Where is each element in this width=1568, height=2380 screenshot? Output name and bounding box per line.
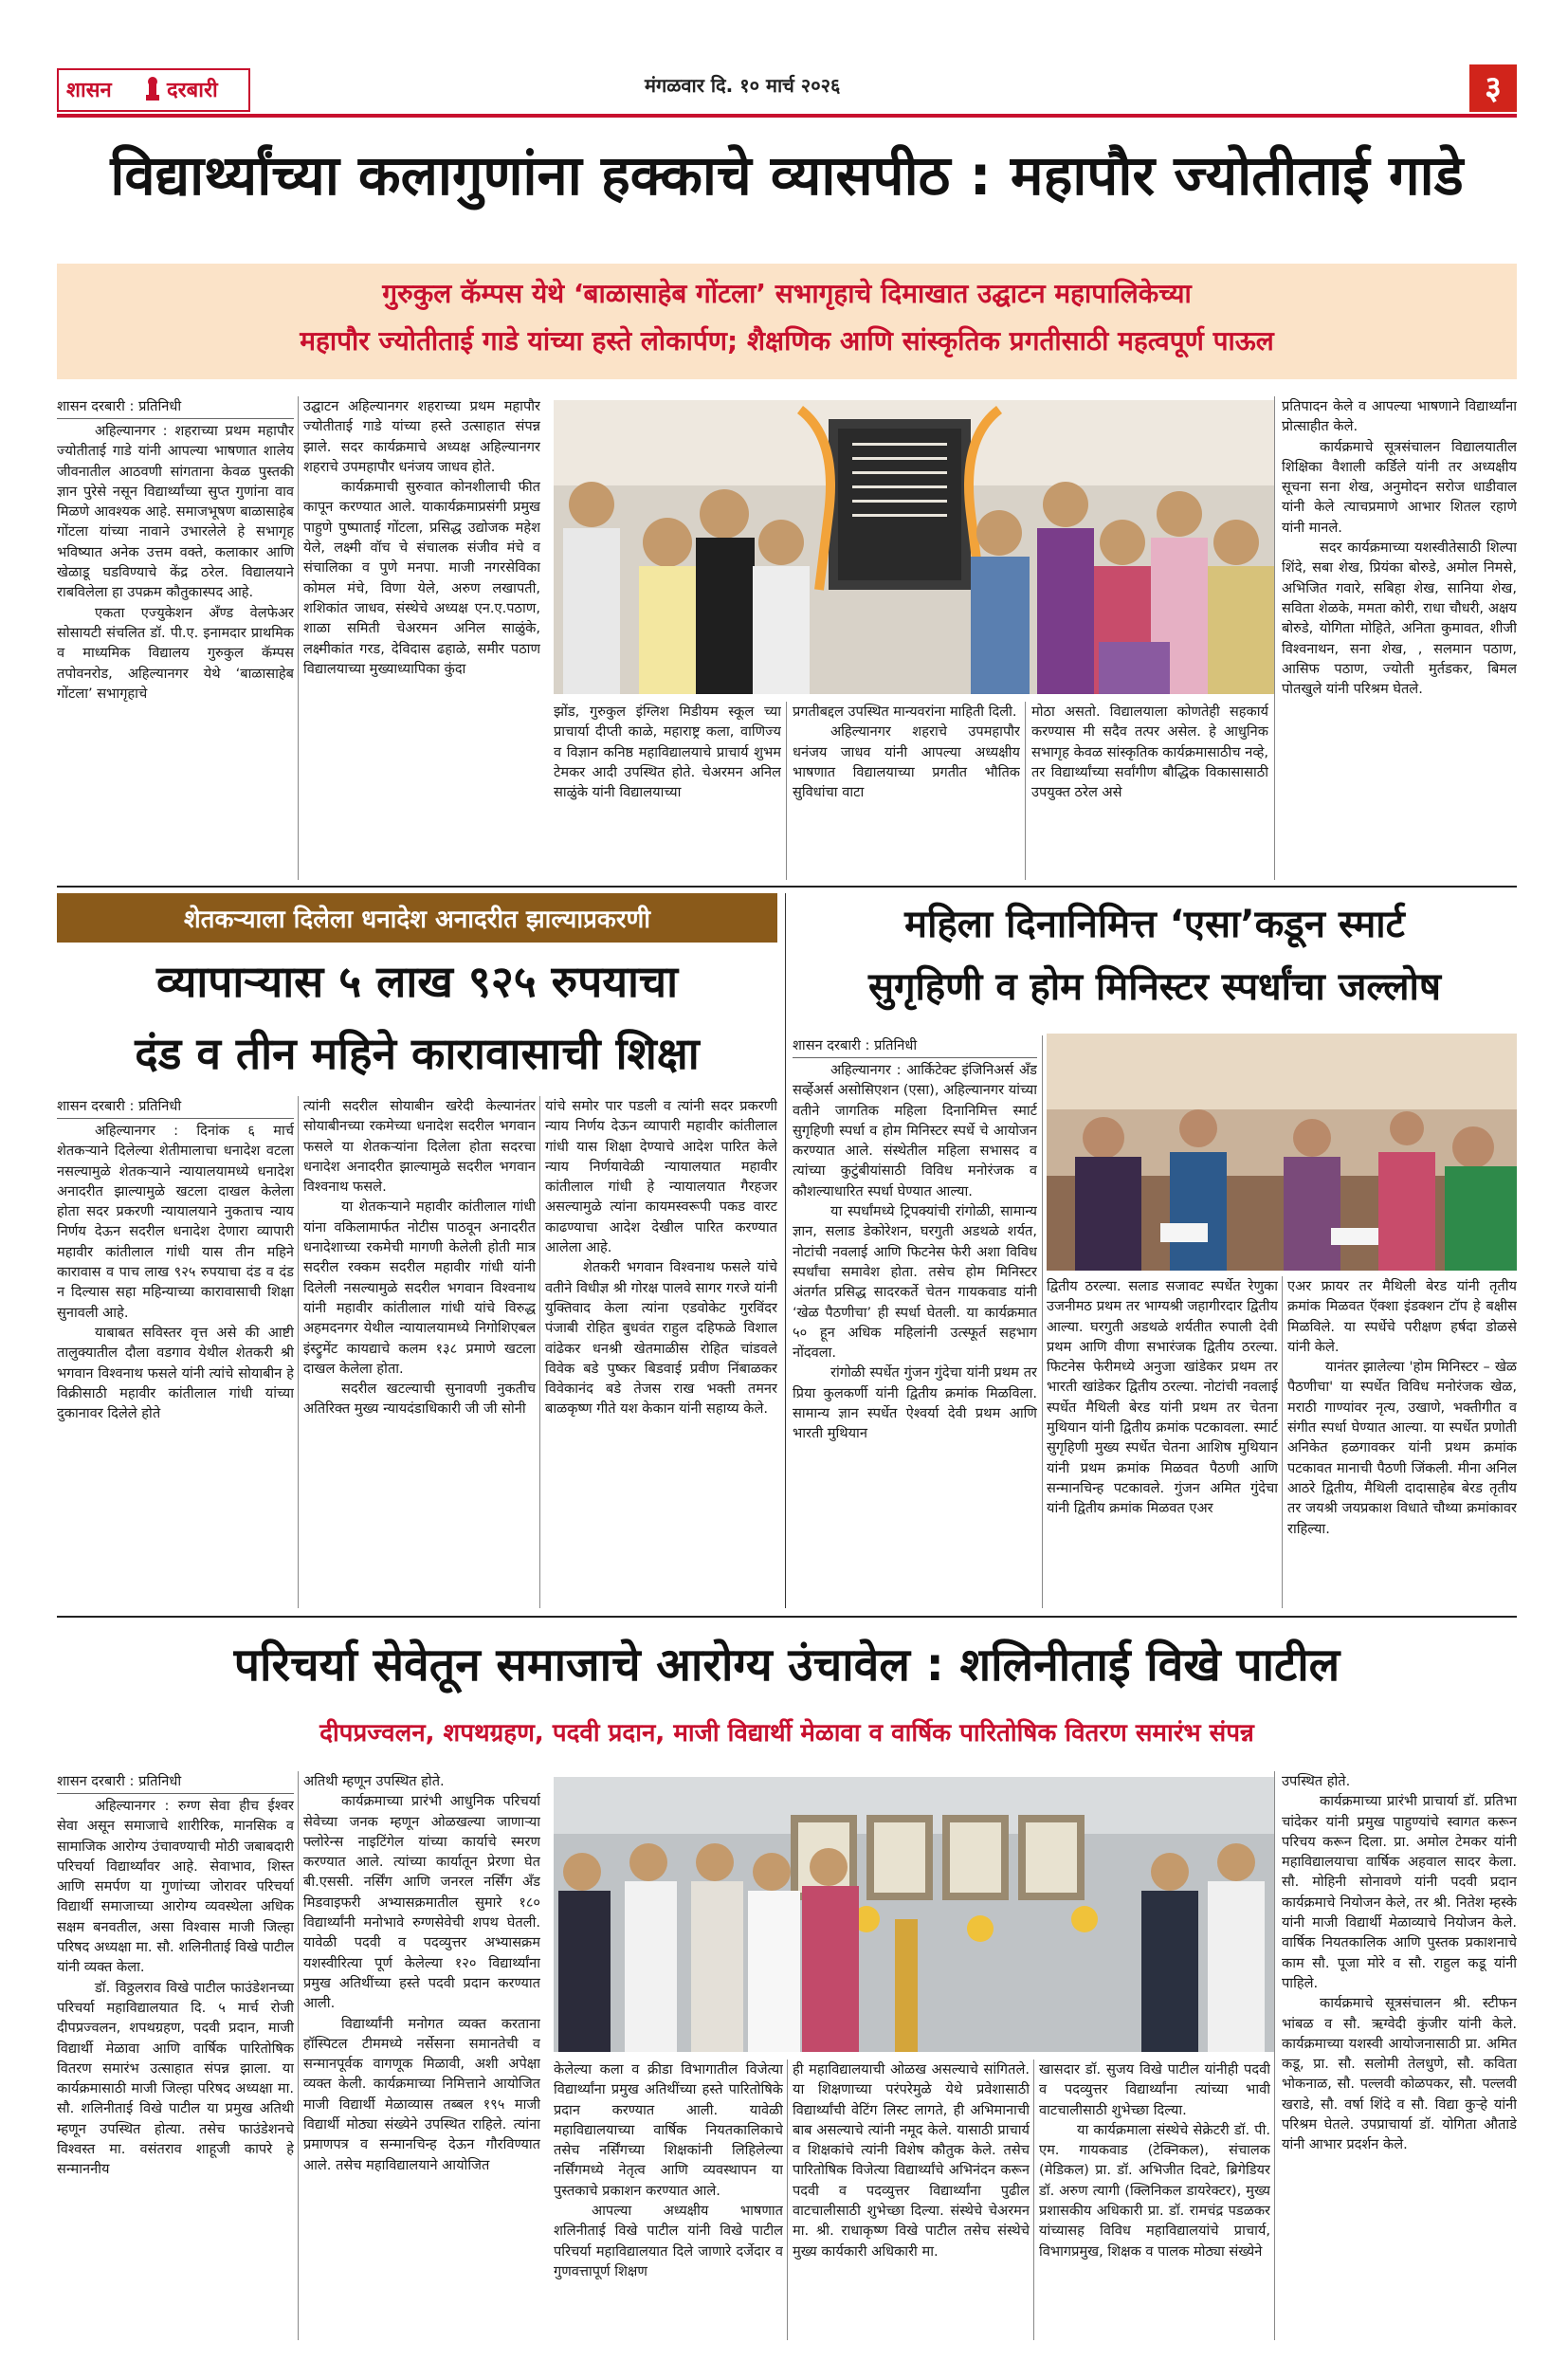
story3-col1-p2: या स्पर्धांमध्ये ट्रिपक्यांची रांगोळी, सामान्य ज्ञान, सलाड डेकोरेशन, घरगुती अडथळे शर्यत, नोटांची नवलाई आणि फिटनेस फेरी अशा विविध स्पर्धांचा समावेश होता. तसेच होम मिनिस्टर अंतर्गत प्रसिद्ध सादरकर्ते चेतन गायकवाड यांनी ‘खेळ पैठणीचा’ ही स्पर्धा घेतली. या कार्यक्रमात ५० हून अधिक महिलांनी उत्स्फूर्त सहभाग नोंदवला. — [793, 1203, 1037, 1362]
story4-byline: शासन दरबारी : प्रतिनिधी — [57, 1771, 294, 1794]
story4-col4-p1: ही महाविद्यालयाची ओळख असल्याचे सांगितले. या शिक्षणाच्या परंपरेमुळे येथे प्रवेशासाठी विद्यार्थ्यांची वेटिंग लिस्ट लागते, ही अभिमानाची बाब असल्याचे त्यांनी नमूद केले. यासाठी प्राचार्य व शिक्षकांचे त्यांनी विशेष कौतुक केले. तसेच पारितोषिक विजेत्या विद्यार्थ्यांचे अभिनंदन करून पदवी व पदव्युत्तर विद्यार्थ्यांना पुढील वाटचालीसाठी शुभेच्छा दिल्या. संस्थेचे चेअरमन मा. श्री. राधाकृष्ण विखे पाटील तसेच संस्थेचे मुख्य कार्यकारी अधिकारी मा. — [793, 2061, 1030, 2260]
story1-col5 — [1031, 702, 1268, 880]
story2-col3-p1: यांचे समोर पार पडली व त्यांनी सदर प्रकरणी न्याय निर्णय देऊन व्यापारी महावीर कांतीलाल गांधी यास शिक्षा देण्याचे आदेश पारित केले न्याय निर्णयावेळी न्यायालयात महावीर कांतीलाल गांधी हे न्यायालयात गैरहजर असल्यामुळे त्यांना कायमस्वरूपी पकड वारट काढण्याचा आदेश देखील पारित करण्यात आलेला आहे. — [545, 1098, 777, 1256]
story3-col3 — [1287, 1276, 1517, 1608]
story2-col1 — [57, 1096, 294, 1608]
story1-deck-line1: गुरुकुल कॅम्पस येथे ‘बाळासाहेब गोंटला’ सभागृहाचे दिमाखात उद्घाटन महापालिकेच्या — [382, 278, 1192, 309]
story1-col3 — [554, 702, 781, 880]
story4-col3-p2: आपल्या अध्यक्षीय भाषणात शलिनीताई विखे पाटील यांनी विखे पाटील परिचर्या महाविद्यालयात दिले जाणारे दर्जेदार व गुणवत्तापूर्ण शिक्षण — [554, 2203, 783, 2279]
story4-col2-p3: विद्यार्थ्यांनी मनोगत व्यक्त करताना हॉस्पिटल टीममध्ये नर्सेसना समानतेची व सन्मानपूर्वक वागणूक मिळावी, अशी अपेक्षा व्यक्त केली. कार्यक्रमाच्या निमित्ताने आयोजित माजी विद्यार्थी मेळाव्यास तब्बल १९५ माजी विद्यार्थी मोठ्या संख्येने उपस्थित राहिले. त्यांना प्रमाणपत्र व सन्मानचिन्ह देऊन गौरविण्यात आले. तसेच महाविद्यालयाने आयोजित — [303, 2015, 540, 2173]
story3-headline2: सुगृहिणी व होम मिनिस्टर स्पर्धांचा जल्लोष — [867, 965, 1442, 1009]
logo-right-text: दरबारी — [167, 79, 218, 102]
story1-col1-p1: अहिल्यानगर : शहराच्या प्रथम महापौर ज्योतीताई गाडे यांनी आपल्या भाषणात शालेय जीवनातील आठवणी सांगताना केवळ पुस्तकी ज्ञान पुरेसे नसून विद्यार्थ्यांच्या सुप्त गुणांना वाव मिळणे आवश्यक आहे. समाजभूषण बाळासाहेब गोंटला यांच्या नावाने उभारलेले हे सभागृह भविष्यात अनेक उत्तम वक्ते, कलाकार आणि खेळाडू घडविण्याचे केंद्र ठरेल. विद्यालयाने राबविलेला हा उपक्रम कौतुकास्पद आहे. — [57, 423, 294, 601]
story4-col6 — [1282, 1771, 1517, 2340]
section-rule-2 — [57, 1616, 1517, 1618]
story2-col1-p1: अहिल्यानगर : दिनांक ६ मार्च शेतकऱ्याने दिलेल्या शेतीमालाचा धनादेश वटला नसल्यामुळे शेतकऱ्याने न्यायालयामध्ये धनादेश अनादरीत झाल्यामुळे खटला दाखल केलेला होता सदर प्रकरणी न्यायालयाने नुकताच न्याय निर्णय देऊन सदरील धनादेश देणारा व्यापारी महावीर कांतीलाल गांधी यास तीन महिने कारावास व पाच लाख ९२५ रुपयाचा दंड व दंड न दिल्यास सहा महिन्याच्या कारावासाची शिक्षा सुनावली आहे. — [57, 1123, 294, 1321]
story4-col2-p2: कार्यक्रमाच्या प्रारंभी आधुनिक परिचर्या सेवेच्या जनक म्हणून ओळखल्या जाणाऱ्या फ्लोरेन्स नाइटिंगेल यांच्या कार्याचे स्मरण करण्यात आले. त्यांच्या कार्यातून प्रेरणा घेत बी.एससी. नर्सिंग आणि जनरल नर्सिंग अँड मिडवाइफरी अभ्यासक्रमातील सुमारे १८० विद्यार्थ्यांनी मनोभावे रुग्णसेवेची शपथ घेतली. यावेळी पदवी व पदव्युत्तर अभ्यासक्रम यशस्वीरित्या पूर्ण केलेल्या १२० विद्यार्थ्यांना प्रमुख अतिथींच्या हस्ते पदवी प्रदान करण्यात आली. — [303, 1793, 540, 2012]
masthead-logo — [57, 68, 250, 112]
story1-deck — [57, 264, 1517, 379]
story2-col2-p3: सदरील खटल्याची सुनावणी नुकतीच अतिरिक्त मुख्य न्यायदंडाधिकारी जी जी सोनी — [303, 1381, 536, 1418]
story4-headline: परिचर्या सेवेतून समाजाचे आरोग्य उंचावेल : शलिनीताई विखे पाटील — [233, 1639, 1340, 1692]
story1-byline: शासन दरबारी : प्रतिनिधी — [57, 396, 294, 419]
story2-kicker: शेतकऱ्याला दिलेला धनादेश अनादरीत झाल्याप्रकरणी — [183, 906, 651, 934]
story2-col2-p1: त्यांनी सदरील सोयाबीन खरेदी केल्यानंतर सोयाबीनच्या रकमेच्या धनादेश सदरील भगवान फसले या शेतकऱ्यांना दिलेला होता सदरचा धनादेश अनादरीत झाल्यामुळे सदरील भगवान विश्वनाथ फसले. — [303, 1098, 536, 1196]
story4-col3 — [554, 2060, 783, 2340]
story4-photo — [554, 1777, 1274, 2052]
story4-col6-p1: उपस्थित होते. — [1282, 1773, 1351, 1789]
story4-col4 — [793, 2060, 1030, 2340]
story3-col3-p2: यानंतर झालेल्या 'होम मिनिस्टर – खेळ पैठणीचा' या स्पर्धेत विविध मनोरंजक खेळ, मराठी गाण्यांवर नृत्य, उखाणे, भक्तीगीत व संगीत स्पर्धा घेण्यात आल्या. या स्पर्धेत प्रणोती अनिकेत हळगावकर यांनी प्रथम क्रमांक पटकावत मानाची पैठणी जिंकली. मीना अनिल आठरे द्वितीय, मैथिली दादासाहेब बेरड तृतीय तर जयश्री जयप्रकाश विधाते चौथ्या क्रमांकावर राहिल्या. — [1287, 1359, 1517, 1537]
story1-col4-p2: अहिल्यानगर शहराचे उपमहापौर धनंजय जाधव यांनी आपल्या अध्यक्षीय भाषणात विद्यालयाच्या प्रगतीत भौतिक सुविधांचा वाटा — [793, 723, 1020, 801]
story2-col2-p2: या शेतकऱ्याने महावीर कांतीलाल गांधी यांना वकिलामार्फत नोटीस पाठवून अनादरीत धनादेशाच्या रकमेची मागणी केलेली होती मात्र सदरील रक्कम सदरील महावीर गांधी यांनी दिलेली नसल्यामुळे सदरील भगवान विश्वनाथ यांनी महावीर कांतीलाल गांधी यांचे विरुद्ध अहमदनगर येथील न्यायालयामध्ये निगोशिएबल इंस्ट्रुमेंट कायद्याचे कलम १३८ प्रमाणे खटला दाखल केलेला होता. — [303, 1199, 536, 1377]
story2-col3 — [545, 1096, 777, 1608]
story4-col6-p2: कार्यक्रमाच्या प्रारंभी प्राचार्या डॉ. प्रतिभा चांदेकर यांनी प्रमुख पाहुण्यांचे स्वागत करून परिचय करून दिला. प्रा. अमोल टेमकर यांनी महाविद्यालयाचा वार्षिक अहवाल सादर केला. सौ. मोहिनी सोनावणे यांनी पदवी प्रदान कार्यक्रमाचे नियोजन केले, तर श्री. नितेश म्हस्के यांनी माजी विद्यार्थी मेळाव्याचे नियोजन केले. वार्षिक नियतकालिक आणि पुस्तक प्रकाशनाचे काम सौ. पूजा मोरे व सौ. राहुल कडू यांनी पाहिले. — [1282, 1793, 1517, 1991]
story-divider — [785, 893, 786, 1608]
story1-col2-p1: उद्घाटन अहिल्यानगर शहराच्या प्रथम महापौर ज्योतीताई गाडे यांच्या हस्ते उत्साहात संपन्न झाले. सदर कार्यक्रमाचे अध्यक्ष अहिल्यानगर शहराचे उपमहापौर धनंजय जाधव होते. — [303, 398, 540, 475]
story4-col5-p2: या कार्यक्रमाला संस्थेचे सेक्रेटरी डॉ. पी. एम. गायकवाड (टेक्निकल), संचालक (मेडिकल) प्रा. डॉ. अभिजीत दिवटे, ब्रिगेडियर डॉ. अरुण त्यागी (क्लिनिकल डायरेक्टर), मुख्य प्रशासकीय अधिकारी प्रा. डॉ. रामचंद्र पडळकर यांच्यासह विविध महाविद्यालयांचे प्राचार्य, विभागप्रमुख, शिक्षक व पालक मोठ्या संख्येने — [1039, 2121, 1270, 2260]
story3-col1 — [793, 1035, 1037, 1608]
story1-col1 — [57, 396, 294, 880]
story3-byline: शासन दरबारी : प्रतिनिधी — [793, 1035, 1037, 1058]
story3-col3-p1: एअर फ्रायर तर मैथिली बेरड यांनी तृतीय क्रमांक मिळवत ऍक्शा इंडक्शन टॉप हे बक्षीस मिळविले. या स्पर्धेचे परीक्षण हर्षदा डोळसे यांनी केले. — [1287, 1278, 1517, 1355]
story1-col6-p1: प्रतिपादन केले व आपल्या भाषणाने विद्यार्थ्यांना प्रोत्साहीत केले. — [1282, 398, 1517, 435]
story2-headline2: दंड व तीन महिने कारावासाची शिक्षा — [135, 1028, 700, 1079]
masthead — [57, 64, 1517, 112]
inauguration-photo — [554, 400, 1274, 694]
story4-col5 — [1039, 2060, 1270, 2340]
story1-col6-p2: कार्यक्रमाचे सूत्रसंचालन विद्यालयातील शिक्षिका वैशाली कर्डिले यांनी तर अध्यक्षीय सूचना सना शेख, अनुमोदन सरोज धाडीवाल यांनी केले त्याचप्रमाणे आभार शितल रहाणे यांनी मानले. — [1282, 438, 1517, 536]
story3-col1-p3: रांगोळी स्पर्धेत गुंजन गुंदेचा यांनी प्रथम तर प्रिया कुलकर्णी यांनी द्वितीय क्रमांक मिळविला. सामान्य ज्ञान स्पर्धेत ऐश्वर्या देवी प्रथम आणि भारती मुथियान — [793, 1364, 1037, 1442]
story1-deck-line2: महापौर ज्योतीताई गाडे यांच्या हस्ते लोकार्पण; शैक्षणिक आणि सांस्कृतिक प्रगतीसाठी महत्वपूर्ण पाऊल — [300, 325, 1274, 357]
story4-col1-p2: डॉ. विठ्ठलराव विखे पाटील फाउंडेशनच्या परिचर्या महाविद्यालयात दि. ५ मार्च रोजी दीपप्रज्वलन, शपथग्रहण, पदवी प्रदान, माजी विद्यार्थी मेळावा आणि वार्षिक पारितोषिक वितरण समारंभ उत्साहात संपन्न झाला. या कार्यक्रमासाठी माजी जिल्हा परिषद अध्यक्षा मा. सौ. शलिनीताई विखे पाटील या प्रमुख अतिथी म्हणून उपस्थित होत्या. तसेच फाउंडेशनचे विश्वस्त मा. वसंतराव शाहूजी कापरे हे सन्माननीय — [57, 1979, 294, 2178]
story3-col1-p1: अहिल्यानगर : आर्किटेक्ट इंजिनिअर्स अँड सर्व्हेअर्स असोसिएशन (एसा), अहिल्यानगर यांच्या वतीने जागतिक महिला दिनानिमित्त स्मार्ट सुगृहिणी स्पर्धा व होम मिनिस्टर स्पर्धे चे आयोजन करण्यात आले. संस्थेतील महिला सभासद व त्यांच्या कुटुंबीयांसाठी विविध मनोरंजक व कौशल्याधारित स्पर्धा घेण्यात आल्या. — [793, 1062, 1037, 1199]
story1-col2 — [303, 396, 540, 880]
story2-col1-p2: याबाबत सविस्तर वृत्त असे की आष्टी तालुक्यातील दौला वडगाव येथील शेतकरी श्री भगवान विश्वनाथ फसले यांनी त्यांचे सोयाबीन हे विक्रीसाठी महावीर कांतीलाल गांधी यांच्या दुकानावर दिलेले होते — [57, 1324, 294, 1422]
story3-col2 — [1047, 1276, 1278, 1608]
story1-photo — [554, 400, 1274, 694]
story4-col6-p3: कार्यक्रमाचे सूत्रसंचालन श्री. स्टीफन भांबळ व सौ. ऋग्वेदी कुंजीर यांनी केले. कार्यक्रमाच्या यशस्वी आयोजनासाठी प्रा. अमित कडू, प्रा. सौ. सलोमी तेलधुणे, सौ. कविता भोकनाळ, सौ. पल्लवी कोळपकर, सौ. पल्लवी खराडे, सौ. वर्षा शिंदे व सौ. विद्या कुऱ्हे यांनी परिश्रम घेतले. उपप्राचार्या डॉ. योगिता औताडे यांनी आभार प्रदर्शन केले. — [1282, 1995, 1517, 2153]
story2-col3-p2: शेतकरी भगवान विश्वनाथ फसले यांचे वतीने विधीज्ञ श्री गोरक्ष पालवे सागर गरजे यांनी युक्तिवाद केला त्यांना एडवोकेट गुरविंदर पंजाबी रोहित बुधवंत राहुल दहिफळे विशाल वांढेकर धनश्री खेतमाळीस रोहित चांडवले विवेक बडे पुष्कर बिडवाई प्रवीण निंबाळकर विवेकानंद बडे तेजस राख भक्ती तमनर बाळकृष्ण गीते यश केकान यांनी सहाय्य केले. — [545, 1259, 777, 1418]
story1-col5-p1: मोठा असतो. विद्यालयाला कोणतेही सहकार्य करण्यास मी सदैव तत्पर असेल. हे आधुनिक सभागृह केवळ सांस्कृतिक कार्यक्रमासाठीच नव्हे, तर विद्यार्थ्यांच्या सर्वांगीण बौद्धिक विकासासाठी उपयुक्त ठरेल असे — [1031, 704, 1268, 801]
story1-col2-p2: कार्यक्रमाची सुरुवात कोनशीलाची फीत कापून करण्यात आले. याकार्यक्रमाप्रसंगी प्रमुख पाहुणे पुष्पाताई गोंटला, प्रसिद्ध उद्योजक महेश येले, लक्ष्मी वॉच चे संचालक संजीव मंचे व संचालिका व पुणे मनपा. माजी नगरसेविका कोमल मंचे, विणा येले, अरुण लखापती, शशिकांत जाधव, संस्थेचे अध्यक्ष एन.ए.पठाण, शाळा समिती चेअरमन अनिल साळुंके, लक्ष्मीकांत गरड, देविदास ढहाळे, समीर पठाण विद्यालयाच्या मुख्याध्यापिका कुंदा — [303, 479, 540, 677]
story1-col1-p2: एकता एज्युकेशन अँण्ड वेलफेअर सोसायटी संचलित डॉ. पी.ए. इनामदार प्राथमिक व माध्यमिक विद्यालय गुरुकुल कॅम्पस तपोवनरोड, अहिल्यानगर येथे ‘बाळासाहेब गोंटला’ सभागृहाचे — [57, 604, 294, 702]
story3-headline1: महिला दिनानिमित्त ‘एसा’कडून स्मार्ट — [904, 903, 1405, 946]
story4-col2-p1: अतिथी म्हणून उपस्थित होते. — [303, 1773, 445, 1789]
logo-left-text: शासन — [66, 79, 112, 102]
story3-col2-p1: द्वितीय ठरल्या. सलाड सजावट स्पर्धेत रेणुका उजनीमठ प्रथम तर भाग्यश्री जहागीरदार द्वितीय आल्या. घरगुती अडथळे शर्यतीत रुपाली देवी प्रथम आणि वीणा सभारंजक द्वितीय ठरल्या. फिटनेस फेरीमध्ये अनुजा खांडेकर प्रथम तर भारती खांडेकर द्वितीय ठरल्या. नोटांची नवलाई स्पर्धेत मैथिली बेरड यांनी प्रथम तर चेतना मुथियान यांनी द्वितीय क्रमांक पटकावला. स्मार्ट सुगृहिणी मुख्य स्पर्धेत चेतना आशिष मुथियान यांनी प्रथम क्रमांक मिळवत पैठणी आणि सन्मानचिन्ह पटकावले. गुंजन अमित गुंदेचा यांनी द्वितीय क्रमांक मिळवत एअर — [1047, 1278, 1278, 1517]
story1-headline: विद्यार्थ्यांच्या कलागुणांना हक्काचे व्यासपीठ : महापौर ज्योतीताई गाडे — [110, 143, 1464, 208]
ceremony-photo — [554, 1777, 1274, 2052]
story4-deck: दीपप्रज्वलन, शपथग्रहण, पदवी प्रदान, माजी विद्यार्थी मेळावा व वार्षिक पारितोषिक वितरण समारंभ संपन्न — [319, 1719, 1254, 1748]
story2-kicker-bar — [57, 893, 777, 943]
story1-col6-p3: सदर कार्यक्रमाच्या यशस्वीतेसाठी शिल्पा शिंदे, सबा शेख, प्रियंका बोरुडे, अमोल निमसे, अभिजित गवारे, सबिहा शेख, सानिया शेख, सविता शेळके, ममता कोरी, राधा चौधरी, अक्षय बोरुडे, योगिता मोहिते, अनिता कुमावत, शीजी विश्वनाथन, सना शेख, , सलमान पठाण, आसिफ पठाण, ज्योती मुर्तडकर, बिमल पोतखुले यांनी परिश्रम घेतले. — [1282, 540, 1517, 698]
story4-col3-p1: केलेल्या कला व क्रीडा विभागातील विजेत्या विद्यार्थ्यांना प्रमुख अतिथींच्या हस्ते पारितोषिके प्रदान करण्यात आली. यावेळी महाविद्यालयाच्या वार्षिक नियतकालिकाचे तसेच नर्सिंगच्या शिक्षकांनी लिहिलेल्या नर्सिंगमध्ये नेतृत्व आणि व्यवस्थापन या पुस्तकाचे प्रकाशन करण्यात आले. — [554, 2061, 783, 2199]
competition-photo — [1047, 1034, 1517, 1271]
story3-photo — [1047, 1034, 1517, 1271]
story1-col4 — [793, 702, 1020, 880]
masthead-date: मंगळवार दि. १० मार्च २०२६ — [645, 74, 841, 97]
ashoka-emblem-icon — [142, 76, 163, 104]
story2-headline1: व्यापाऱ्यास ५ लाख ९२५ रुपयाचा — [155, 956, 679, 1007]
story4-col5-p1: खासदार डॉ. सुजय विखे पाटील यांनीही पदवी व पदव्युत्तर विद्यार्थ्यांना त्यांच्या भावी वाटचालीसाठी शुभेच्छा दिल्या. — [1039, 2061, 1270, 2118]
story2-byline: शासन दरबारी : प्रतिनिधी — [57, 1096, 294, 1119]
story4-col2 — [303, 1771, 540, 2340]
story4-col1-p1: अहिल्यानगर : रुग्ण सेवा हीच ईश्वर सेवा असून समाजाचे शारीरिक, मानसिक व सामाजिक आरोग्य उंचावण्याची मोठी जबाबदारी परिचर्या विद्यार्थ्यांवर आहे. सेवाभाव, शिस्त आणि समर्पण या गुणांच्या जोरावर परिचर्या विद्यार्थी समाजाच्या आरोग्य व्यवस्थेला अधिक सक्षम बनवतील, असा विश्वास माजी जिल्हा परिषद अध्यक्षा मा. सौ. शलिनीताई विखे पाटील यांनी व्यक्त केला. — [57, 1798, 294, 1976]
story2-col2 — [303, 1096, 536, 1608]
masthead-rule — [57, 114, 1517, 118]
story1-col3-p1: झोंड, गुरुकुल इंग्लिश मिडीयम स्कूल च्या प्राचार्या दीप्ती काळे, महाराष्ट्र कला, वाणिज्य व विज्ञान कनिष्ठ महाविद्यालयाचे प्राचार्य शुभम टेमकर आदी उपस्थित होते. चेअरमन अनिल साळुंके यांनी विद्यालयाच्या — [554, 704, 781, 801]
page-number: ३ — [1469, 64, 1517, 112]
section-rule-1 — [57, 886, 1517, 888]
story1-col4-p1: प्रगतीबद्दल उपस्थित मान्यवरांना माहिती दिली. — [793, 704, 1017, 720]
story1-col6 — [1282, 396, 1517, 880]
story4-col1 — [57, 1771, 294, 2340]
